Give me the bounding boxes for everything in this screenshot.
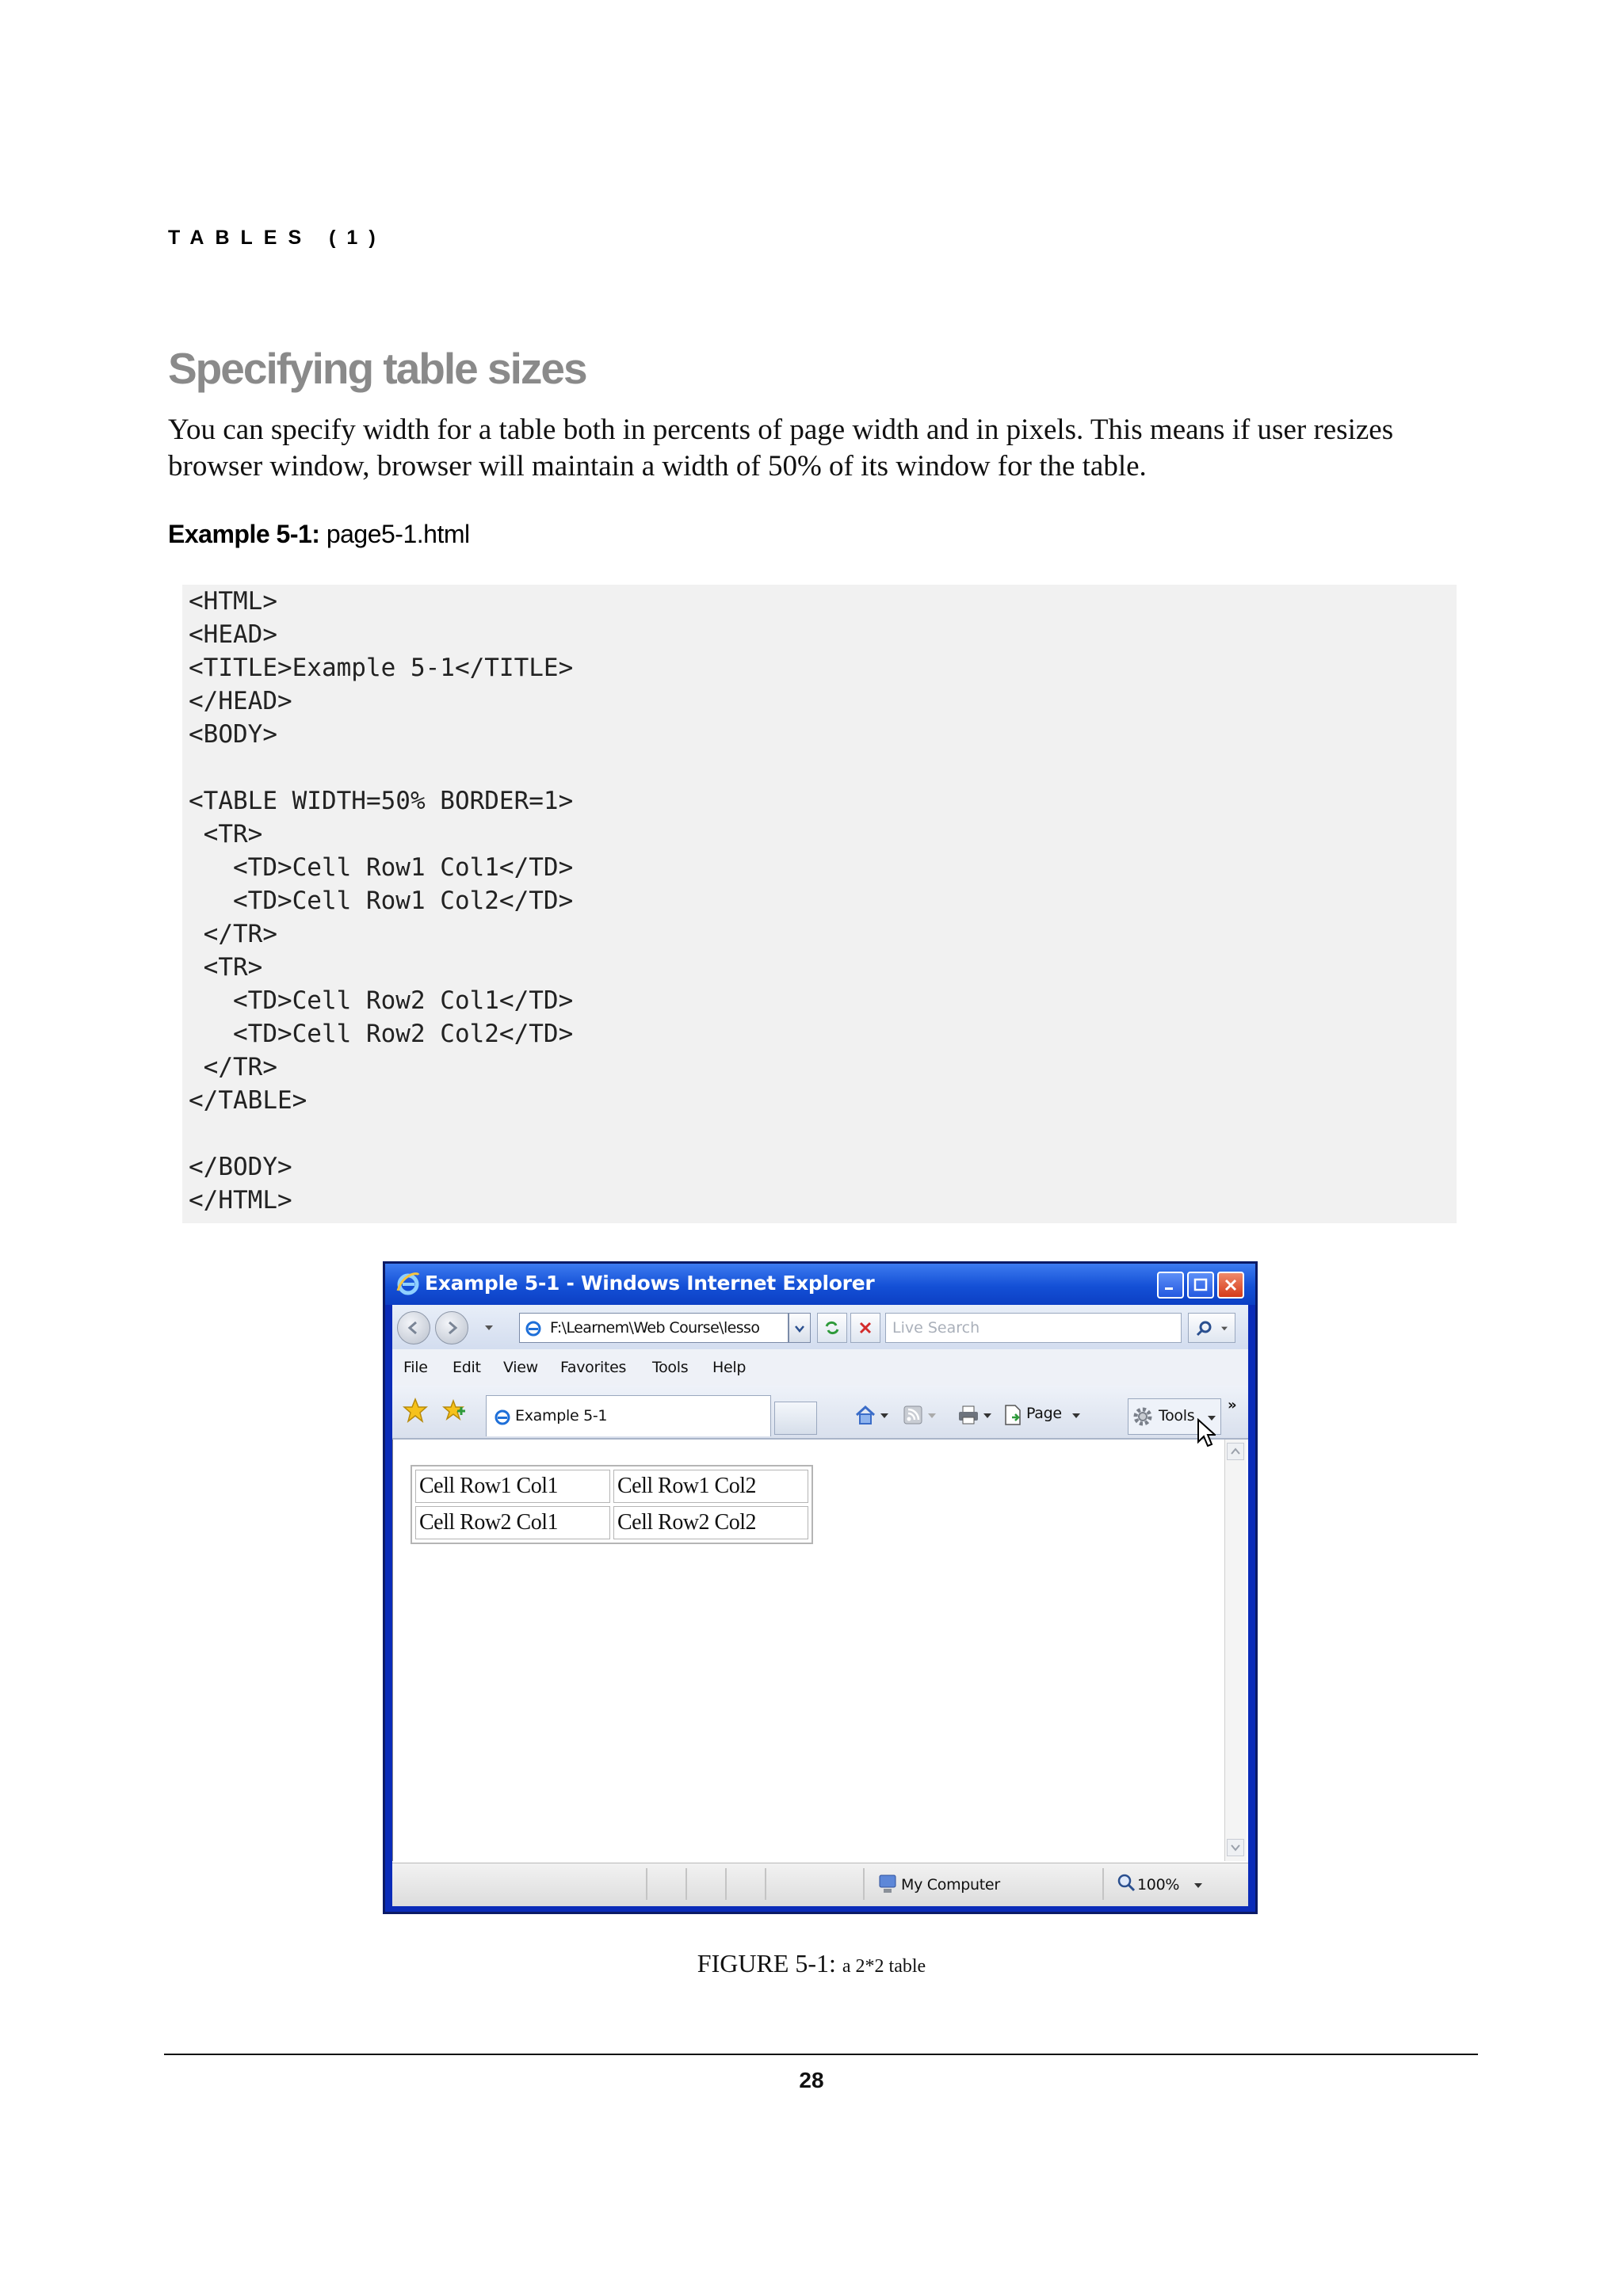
my-computer-icon [877, 1873, 898, 1895]
back-arrow-icon [405, 1319, 422, 1337]
search-input[interactable]: Live Search [885, 1313, 1182, 1343]
chevron-down-icon[interactable] [983, 1413, 991, 1419]
code-line: </HEAD> [189, 687, 292, 715]
code-block [182, 585, 1457, 1223]
tab-example-5-1[interactable] [486, 1395, 771, 1436]
minimize-button[interactable] [1157, 1272, 1184, 1299]
example-file: page5-1.html [326, 520, 470, 548]
address-input[interactable]: F:\Learnem\Web Course\lesso [519, 1313, 789, 1343]
scroll-up-button[interactable] [1227, 1443, 1244, 1460]
menu-help[interactable]: Help [712, 1359, 747, 1376]
address-toolbar [392, 1305, 1248, 1349]
more-commands-icon[interactable]: » [1228, 1397, 1237, 1413]
forward-arrow-icon [443, 1319, 460, 1337]
figure-label: FIGURE 5-1: [697, 1949, 836, 1978]
back-button[interactable] [397, 1311, 430, 1344]
table-cell: Cell Row1 Col2 [613, 1470, 808, 1503]
mouse-cursor-icon [1197, 1418, 1216, 1450]
chevron-down-icon [1220, 1325, 1228, 1332]
refresh-icon [823, 1319, 841, 1337]
table-cell: Cell Row2 Col2 [613, 1506, 808, 1539]
page-content-area [392, 1440, 1223, 1861]
internet-explorer-icon [395, 1270, 422, 1297]
page-number: 28 [799, 2068, 824, 2092]
figure-caption [0, 1949, 1623, 1978]
menu-tools[interactable]: Tools [652, 1359, 689, 1376]
figure-caption-text: a 2*2 table [842, 1956, 926, 1977]
code-line: </BODY> [189, 1153, 292, 1181]
add-favorites-icon[interactable] [440, 1397, 467, 1424]
example-label [168, 520, 470, 549]
address-dropdown-button[interactable] [789, 1313, 811, 1343]
status-divider [646, 1868, 647, 1900]
code-line: <TD>Cell Row1 Col1</TD> [189, 853, 574, 882]
search-button[interactable] [1188, 1313, 1235, 1343]
menu-bar [392, 1349, 1248, 1386]
chevron-up-icon [1231, 1447, 1240, 1455]
body-paragraph: You can specify width for a table both in percents of page width and in pixels. This means if user resizes browser window, browser will maintain a width of 50% of its window for the table. [168, 414, 1394, 482]
refresh-button[interactable] [817, 1313, 847, 1343]
menu-file[interactable]: File [403, 1359, 428, 1376]
code-line: <HEAD> [189, 620, 277, 649]
feeds-icon[interactable] [901, 1403, 925, 1427]
chevron-down-icon [795, 1325, 804, 1333]
code-line: <TR> [189, 953, 263, 982]
rendered-table [411, 1465, 813, 1544]
footer-divider [164, 2054, 1478, 2055]
status-divider [863, 1868, 865, 1900]
print-icon[interactable] [957, 1403, 980, 1427]
code-line: <HTML> [189, 587, 277, 616]
chapter-header: TABLES (1) [168, 227, 387, 249]
close-icon [1223, 1277, 1239, 1293]
new-tab-button[interactable] [774, 1402, 817, 1435]
page-icon [524, 1318, 543, 1337]
chevron-down-icon[interactable] [880, 1413, 888, 1419]
favorites-star-icon[interactable] [402, 1397, 429, 1424]
code-line: <TITLE>Example 5-1</TITLE> [189, 654, 574, 682]
browser-window-screenshot [383, 1261, 1258, 1914]
title-bar [385, 1264, 1255, 1305]
example-number: Example 5-1: [168, 520, 320, 548]
status-bar [392, 1863, 1248, 1906]
zoom-icon[interactable] [1117, 1873, 1136, 1892]
section-title: Specifying table sizes [168, 344, 586, 393]
minimize-icon [1163, 1277, 1178, 1293]
gear-icon [1132, 1405, 1154, 1428]
menu-favorites[interactable]: Favorites [560, 1359, 627, 1376]
security-zone-label: My Computer [901, 1876, 1000, 1894]
status-divider [725, 1868, 727, 1900]
code-line: <TABLE WIDTH=50% BORDER=1> [189, 787, 574, 815]
code-line: </HTML> [189, 1186, 292, 1215]
code-line: <TD>Cell Row2 Col2</TD> [189, 1020, 574, 1048]
code-line: </TR> [189, 1053, 277, 1081]
code-line: <TR> [189, 820, 263, 849]
status-divider [685, 1868, 687, 1900]
menu-edit[interactable]: Edit [453, 1359, 481, 1376]
close-button[interactable] [1217, 1272, 1244, 1299]
home-icon[interactable] [854, 1403, 877, 1427]
window-title: Example 5-1 - Windows Internet Explorer [425, 1272, 875, 1295]
stop-icon [857, 1319, 874, 1337]
maximize-button[interactable] [1187, 1272, 1214, 1299]
table-row [415, 1506, 808, 1539]
search-icon [1195, 1319, 1214, 1338]
chevron-down-icon[interactable] [928, 1413, 936, 1419]
code-line: </TR> [189, 920, 277, 948]
tab-label: Example 5-1 [515, 1407, 608, 1425]
table-cell: Cell Row2 Col1 [415, 1506, 610, 1539]
tab-bar [392, 1386, 1248, 1440]
menu-view[interactable]: View [503, 1359, 538, 1376]
table-row [415, 1470, 808, 1503]
tools-menu-label: Tools [1159, 1407, 1195, 1425]
chevron-down-icon[interactable] [1194, 1882, 1202, 1889]
maximize-icon [1193, 1277, 1209, 1293]
code-line: <TD>Cell Row2 Col1</TD> [189, 986, 574, 1015]
stop-button[interactable] [850, 1313, 880, 1343]
chevron-down-icon[interactable] [1072, 1413, 1080, 1419]
page-menu-label[interactable]: Page [1026, 1405, 1062, 1422]
table-cell: Cell Row1 Col1 [415, 1470, 610, 1503]
code-line: <TD>Cell Row1 Col2</TD> [189, 887, 574, 915]
recent-pages-dropdown-icon[interactable] [484, 1324, 494, 1332]
code-line: </TABLE> [189, 1086, 307, 1115]
page-icon [493, 1407, 512, 1426]
forward-button[interactable] [435, 1311, 468, 1344]
chevron-down-icon [1231, 1844, 1240, 1852]
vertical-scrollbar[interactable] [1224, 1440, 1247, 1861]
page-menu-icon[interactable] [1001, 1403, 1025, 1427]
code-line: <BODY> [189, 720, 277, 749]
scroll-down-button[interactable] [1227, 1839, 1244, 1856]
status-divider [765, 1868, 766, 1900]
zoom-level[interactable]: 100% [1137, 1876, 1180, 1894]
browser-client-area [392, 1305, 1248, 1906]
status-divider [1102, 1868, 1104, 1900]
